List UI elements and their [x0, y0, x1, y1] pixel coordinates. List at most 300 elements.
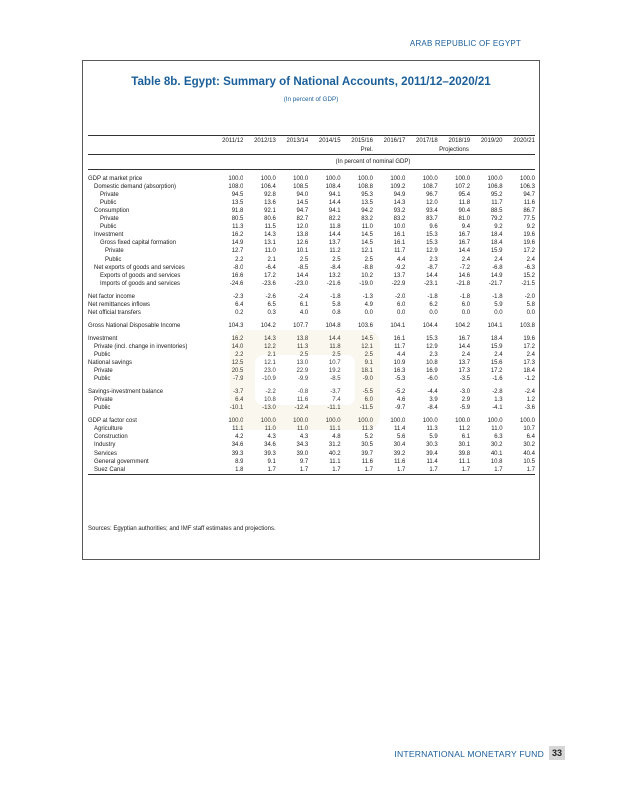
table-cell: 93.2: [393, 208, 406, 215]
table-cell: 11.0: [264, 426, 276, 433]
table-cell: 6.3: [494, 434, 503, 441]
national-accounts-table: [88, 135, 535, 478]
header-blank: [88, 145, 211, 155]
table-cell: 10.8: [426, 360, 438, 367]
table-cell: 100.0: [260, 418, 276, 425]
table-cell: 30.1: [458, 442, 471, 449]
table-cell: 92.1: [264, 208, 276, 215]
table-cell: 6.0: [364, 397, 373, 404]
table-cell: 0.3: [267, 309, 276, 316]
table-subtitle: (In percent of GDP): [283, 96, 339, 103]
table-cell: 10.8: [264, 397, 276, 404]
table-cell: -8.0: [233, 264, 244, 271]
table-cell: 2.2: [235, 256, 244, 263]
table-cell: 2.4: [494, 256, 503, 263]
table-cell: -21.8: [456, 280, 471, 287]
table-cell: 14.6: [458, 272, 471, 279]
table-cell: 11.4: [394, 426, 406, 433]
table-cell: 17.3: [523, 360, 535, 367]
table-cell: 104.3: [228, 322, 244, 329]
table-cell: 108.0: [228, 184, 244, 191]
table-cell: 6.0: [397, 301, 406, 308]
table-cell: 1.7: [267, 466, 276, 473]
table-cell: -1.8: [492, 293, 503, 300]
table-cell: 6.4: [235, 397, 244, 404]
table-cell: 11.1: [329, 426, 341, 433]
year-header: 2019/20: [470, 136, 502, 146]
table-cell: 39.0: [296, 450, 309, 457]
table-cell: 14.5: [361, 335, 373, 342]
table-cell: -9.7: [395, 405, 406, 412]
table-cell: 14.4: [328, 335, 341, 342]
row-label: Suez Canal: [94, 466, 126, 473]
table-cell: -6.3: [524, 264, 535, 271]
table-cell: 34.6: [264, 442, 276, 449]
table-cell: -1.8: [427, 293, 438, 300]
table-cell: 1.7: [526, 466, 535, 473]
running-head: ARAB REPUBLIC OF EGYPT: [409, 39, 521, 48]
table-cell: 7.4: [332, 397, 341, 404]
table-cell: 11.3: [426, 426, 438, 433]
table-cell: 12.0: [296, 224, 309, 231]
table-cell: -5.2: [395, 389, 406, 396]
table-row: [88, 264, 535, 272]
table-cell: 106.3: [519, 184, 535, 191]
year-header-row: [88, 136, 535, 146]
table-cell: 11.0: [491, 426, 503, 433]
table-cell: 82.7: [296, 216, 309, 223]
table-panel: [82, 60, 540, 560]
table-cell: -9.0: [362, 376, 373, 383]
table-cell: 109.2: [390, 184, 406, 191]
table-cell: 9.1: [267, 458, 276, 465]
table-cell: 94.7: [523, 192, 535, 199]
table-cell: 11.6: [523, 200, 535, 207]
table-cell: -6.8: [492, 264, 503, 271]
table-cell: 17.2: [523, 343, 535, 350]
table-cell: 5.8: [526, 301, 535, 308]
table-cell: 103.6: [357, 322, 373, 329]
table-cell: -5.3: [395, 376, 406, 383]
table-cell: 6.4: [235, 301, 244, 308]
row-label: Domestic demand (absorption): [94, 184, 177, 191]
row-label: Net factor income: [88, 293, 136, 300]
row-label: Construction: [94, 434, 128, 441]
table-cell: 30.2: [490, 442, 503, 449]
table-cell: 14.5: [296, 200, 309, 207]
year-header: 2012/13: [243, 136, 275, 146]
table-cell: 30.2: [523, 442, 535, 449]
table-row: [88, 280, 535, 288]
table-row: [88, 256, 535, 264]
table-cell: 2.1: [267, 351, 276, 358]
table-cell: 18.4: [490, 232, 503, 239]
table-cell: 104.4: [422, 322, 438, 329]
table-row: [88, 396, 535, 404]
table-cell: 94.2: [361, 208, 373, 215]
table-cell: 13.0: [296, 360, 309, 367]
table-cell: 11.1: [232, 426, 244, 433]
table-cell: 4.3: [267, 434, 276, 441]
table-cell: 94.1: [328, 208, 341, 215]
table-cell: 20.5: [231, 368, 244, 375]
table-cell: 2.4: [461, 351, 471, 358]
table-cell: 94.1: [328, 192, 341, 199]
table-cell: 14.9: [490, 272, 503, 279]
header-blank: [88, 155, 211, 170]
table-cell: 1.7: [397, 466, 406, 473]
table-cell: -8.4: [427, 405, 438, 412]
table-cell: 1.7: [299, 466, 309, 473]
table-cell: -23.0: [294, 280, 309, 287]
table-cell: 13.7: [328, 240, 341, 247]
table-cell: 15.9: [490, 343, 503, 350]
table-cell: 14.5: [361, 240, 373, 247]
table-cell: 13.7: [458, 360, 471, 367]
table-cell: 0.0: [461, 309, 471, 316]
table-cell: 108.7: [422, 184, 438, 191]
table-cell: 100.0: [260, 176, 276, 183]
table-cell: -8.5: [297, 264, 309, 271]
table-cell: 4.2: [235, 434, 244, 441]
table-cell: 95.4: [458, 192, 471, 199]
table-cell: 34.6: [231, 442, 244, 449]
table-cell: 6.2: [429, 301, 438, 308]
table-cell: 88.5: [490, 208, 503, 215]
table-cell: -8.4: [330, 264, 341, 271]
table-cell: 0.0: [364, 309, 373, 316]
table-cell: 104.2: [455, 322, 471, 329]
table-cell: 40.1: [490, 450, 503, 457]
table-cell: 1.7: [494, 466, 503, 473]
table-cell: 83.2: [361, 216, 373, 223]
table-cell: -11.5: [359, 405, 373, 412]
row-label: Gross fixed capital formation: [100, 240, 177, 247]
table-cell: 5.6: [397, 434, 406, 441]
table-cell: 22.9: [296, 368, 309, 375]
row-label: Private: [105, 248, 124, 255]
table-cell: 18.4: [490, 335, 503, 342]
table-cell: 16.1: [393, 335, 406, 342]
table-cell: 100.0: [519, 418, 535, 425]
table-cell: 10.8: [490, 458, 503, 465]
table-cell: 100.0: [422, 418, 438, 425]
header-blank: [211, 145, 341, 155]
table-cell: 12.1: [361, 248, 373, 255]
table-cell: 100.0: [293, 176, 309, 183]
table-body: [88, 175, 535, 474]
row-label: Private: [94, 397, 113, 404]
table-cell: 0.0: [397, 309, 406, 316]
table-cell: 104.1: [487, 322, 503, 329]
table-cell: 12.9: [426, 248, 438, 255]
table-cell: 4.0: [299, 309, 309, 316]
table-cell: -9.9: [297, 376, 309, 383]
table-cell: 11.3: [361, 426, 373, 433]
table-cell: 9.2: [494, 224, 503, 231]
table-cell: 2.5: [332, 256, 341, 263]
table-cell: 13.1: [264, 240, 276, 247]
row-label: Private (incl. change in inventories): [94, 343, 188, 350]
table-cell: -6.0: [427, 376, 438, 383]
table-cell: 14.3: [264, 335, 276, 342]
table-row: [88, 175, 535, 183]
table-cell: 100.0: [422, 176, 438, 183]
table-cell: 13.7: [393, 272, 406, 279]
table-cell: 5.2: [364, 434, 373, 441]
row-label: Gross National Disposable Income: [88, 322, 181, 329]
table-cell: -1.3: [362, 293, 373, 300]
row-label: Imports of goods and services: [100, 280, 181, 287]
table-cell: 2.5: [299, 351, 309, 358]
table-cell: 9.7: [299, 458, 309, 465]
row-label: GDP at market price: [88, 176, 143, 183]
table-cell: 14.4: [426, 272, 438, 279]
table-cell: -9.2: [395, 264, 406, 271]
row-label: GDP at factor cost: [88, 418, 137, 425]
table-cell: 11.6: [361, 458, 373, 465]
table-cell: 93.4: [426, 208, 438, 215]
table-cell: 14.0: [231, 343, 244, 350]
table-cell: -2.6: [265, 293, 276, 300]
table-cell: 16.7: [458, 335, 471, 342]
table-cell: 19.6: [523, 240, 535, 247]
table-cell: 2.5: [299, 256, 309, 263]
table-row: [88, 433, 535, 441]
table-cell: 1.8: [235, 466, 244, 473]
table-cell: 15.9: [490, 248, 503, 255]
table-cell: 100.0: [390, 418, 406, 425]
table-cell: 2.4: [526, 256, 535, 263]
table-cell: 103.8: [519, 322, 535, 329]
table-cell: 14.3: [393, 200, 406, 207]
table-cell: 10.0: [393, 224, 406, 231]
table-cell: 6.0: [461, 301, 471, 308]
table-cell: 13.8: [296, 335, 309, 342]
table-cell: 15.6: [490, 360, 503, 367]
table-cell: 16.2: [231, 335, 244, 342]
table-cell: 1.7: [429, 466, 438, 473]
table-row: [88, 404, 535, 412]
table-cell: 92.8: [264, 192, 276, 199]
table-cell: -3.0: [459, 389, 471, 396]
table-cell: -13.0: [262, 405, 276, 412]
table-cell: 14.9: [231, 240, 244, 247]
table-cell: 11.1: [329, 458, 341, 465]
table-row: [88, 441, 535, 449]
table-cell: 10.1: [296, 248, 309, 255]
table-cell: 14.5: [361, 232, 373, 239]
table-cell: 104.2: [260, 322, 276, 329]
table-cell: 17.2: [264, 272, 276, 279]
table-cell: 16.7: [458, 232, 471, 239]
table-row: [88, 301, 535, 309]
table-cell: 10.7: [523, 426, 535, 433]
table-cell: 11.7: [394, 343, 406, 350]
row-label: Consumption: [94, 208, 130, 215]
table-cell: 11.7: [491, 200, 503, 207]
table-cell: 16.3: [393, 368, 406, 375]
table-cell: 96.7: [426, 192, 438, 199]
table-cell: 4.4: [397, 351, 406, 358]
table-cell: 11.2: [458, 426, 471, 433]
table-cell: 100.0: [390, 176, 406, 183]
year-header: 2016/17: [373, 136, 405, 146]
table-cell: 11.8: [329, 343, 341, 350]
table-cell: 5.9: [494, 301, 503, 308]
table-cell: -0.8: [297, 389, 309, 396]
table-cell: 83.7: [426, 216, 438, 223]
table-row: [88, 450, 535, 458]
table-cell: -4.1: [492, 405, 503, 412]
table-cell: -5.9: [459, 405, 471, 412]
table-cell: 11.1: [458, 458, 471, 465]
table-cell: 12.9: [426, 343, 438, 350]
table-cell: 2.1: [267, 256, 276, 263]
table-cell: -6.4: [265, 264, 276, 271]
row-label: Net remittances inflows: [88, 301, 151, 308]
table-row: [88, 215, 535, 223]
table-cell: 11.8: [329, 224, 341, 231]
table-row: [88, 466, 535, 475]
table-cell: 104.8: [325, 322, 341, 329]
table-cell: 13.2: [328, 272, 341, 279]
table-row: [88, 223, 535, 231]
year-header: 2017/18: [405, 136, 437, 146]
table-cell: 11.0: [296, 426, 309, 433]
subheader-row: [88, 145, 535, 155]
table-cell: 1.7: [461, 466, 471, 473]
table-cell: -2.0: [524, 293, 535, 300]
table-cell: 18.4: [490, 240, 503, 247]
table-row: [88, 231, 535, 239]
table-cell: 16.6: [231, 272, 244, 279]
row-label: Private: [94, 368, 113, 375]
table-row: [88, 375, 535, 383]
table-cell: 4.9: [364, 301, 373, 308]
table-cell: 16.1: [393, 232, 406, 239]
table-cell: 19.6: [523, 335, 535, 342]
table-cell: 2.3: [429, 351, 438, 358]
table-cell: 9.6: [429, 224, 438, 231]
table-cell: -19.0: [359, 280, 373, 287]
table-row: [88, 207, 535, 215]
table-cell: -2.8: [492, 389, 503, 396]
table-cell: 94.7: [296, 208, 309, 215]
table-cell: 83.2: [393, 216, 406, 223]
table-cell: 3.9: [429, 397, 438, 404]
table-cell: -4.4: [427, 389, 438, 396]
table-cell: 34.3: [296, 442, 309, 449]
row-label: Investment: [88, 335, 118, 342]
table-row: [88, 367, 535, 375]
table-row: [88, 272, 535, 280]
table-cell: 90.4: [458, 208, 471, 215]
table-cell: 1.7: [332, 466, 341, 473]
table-cell: 77.5: [523, 216, 535, 223]
table-cell: 14.4: [458, 343, 471, 350]
table-cell: 108.5: [293, 184, 309, 191]
table-cell: 12.2: [264, 343, 276, 350]
table-cell: 14.3: [264, 232, 276, 239]
table-cell: -2.3: [233, 293, 244, 300]
table-row: [88, 293, 535, 301]
table-cell: 39.4: [426, 450, 438, 457]
table-row: [88, 425, 535, 433]
table-cell: 10.5: [523, 458, 535, 465]
table-cell: 2.4: [494, 351, 503, 358]
table-cell: 6.1: [461, 434, 471, 441]
table-cell: 106.4: [260, 184, 276, 191]
table-cell: 16.2: [231, 232, 244, 239]
table-cell: 100.0: [357, 418, 373, 425]
table-cell: 9.1: [364, 360, 373, 367]
table-cell: 79.2: [490, 216, 503, 223]
table-cell: -3.7: [330, 389, 341, 396]
table-cell: 17.2: [490, 368, 503, 375]
table-cell: -2.2: [265, 389, 276, 396]
table-cell: -8.8: [362, 264, 373, 271]
table-cell: 39.8: [458, 450, 471, 457]
table-cell: 1.3: [494, 397, 503, 404]
table-cell: 15.3: [426, 240, 438, 247]
table-cell: 12.1: [361, 343, 373, 350]
row-label: Public: [100, 224, 117, 231]
table-cell: 2.5: [364, 351, 373, 358]
table-cell: -2.4: [297, 293, 309, 300]
table-cell: 30.3: [426, 442, 438, 449]
table-cell: 18.4: [523, 368, 535, 375]
table-cell: 107.7: [293, 322, 309, 329]
table-cell: 4.6: [397, 397, 406, 404]
table-cell: 19.6: [523, 232, 535, 239]
table-cell: 11.2: [329, 248, 341, 255]
table-cell: 23.0: [264, 368, 276, 375]
table-cell: 16.1: [393, 240, 406, 247]
table-row: [88, 417, 535, 425]
table-cell: 11.0: [264, 248, 276, 255]
table-cell: 11.4: [426, 458, 438, 465]
table-cell: 31.2: [328, 442, 341, 449]
table-cell: 95.2: [490, 192, 503, 199]
row-label: Exports of goods and services: [100, 272, 181, 279]
table-cell: -5.5: [362, 389, 373, 396]
source-note: Sources: Egyptian authorities; and IMF staff estimates and projections.: [88, 526, 276, 532]
table-cell: 100.0: [357, 176, 373, 183]
table-row: [88, 183, 535, 191]
table-cell: -1.8: [330, 293, 341, 300]
table-row: [88, 351, 535, 359]
row-label: Public: [100, 200, 117, 207]
table-row: [88, 191, 535, 199]
table-cell: -7.2: [459, 264, 471, 271]
table-cell: 10.7: [328, 360, 341, 367]
table-cell: 6.1: [299, 301, 309, 308]
table-cell: 4.3: [299, 434, 309, 441]
table-cell: 39.3: [231, 450, 244, 457]
row-label: Agriculture: [94, 426, 123, 433]
table-cell: 80.6: [264, 216, 276, 223]
table-cell: 39.7: [361, 450, 373, 457]
table-cell: 10.2: [361, 272, 373, 279]
table-cell: 11.8: [458, 200, 471, 207]
table-cell: -10.9: [262, 376, 276, 383]
row-label: Private: [100, 192, 119, 199]
table-cell: -7.9: [233, 376, 244, 383]
row-label: Public: [94, 351, 111, 358]
table-cell: 9.2: [526, 224, 535, 231]
table-cell: 15.3: [426, 232, 438, 239]
